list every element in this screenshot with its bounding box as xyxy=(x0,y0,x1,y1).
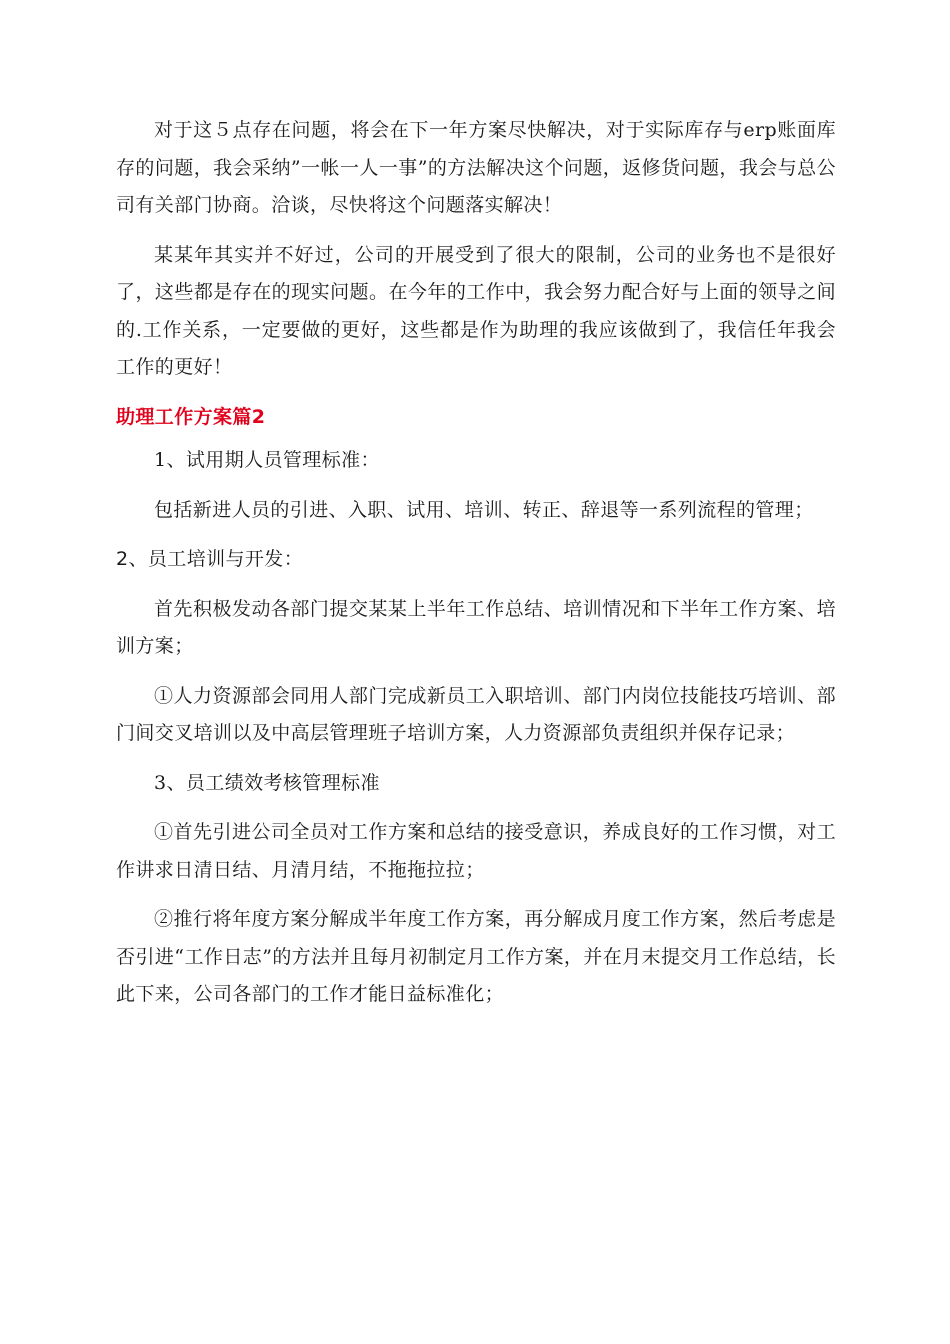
paragraph-training-plan: 首先积极发动各部门提交某某上半年工作总结、培训情况和下半年工作方案、培训方案； xyxy=(116,597,836,657)
item-performance-standard: 3、员工绩效考核管理标准 xyxy=(154,771,380,794)
paragraph-hr-training: ①人力资源部会同用人部门完成新员工入职培训、部门内岗位技能技巧培训、部门间交叉培训以及中高层管理班子培训方案，人力资源部负责组织并保存记录； xyxy=(116,684,836,744)
item-probation-standard: 1、试用期人员管理标准： xyxy=(154,449,380,471)
paragraph-work-habits: ①首先引进公司全员对工作方案和总结的接受意识，养成良好的工作习惯，对工作讲求日清日结、月清月结，不拖拖拉拉； xyxy=(116,821,836,881)
paragraph-plan-breakdown: ②推行将年度方案分解成半年度工作方案，再分解成月度工作方案，然后考虑是否引进“工作日志”的方法并且每月初制定月工作方案，并在月末提交月工作总结，长此下来，公司各部门的工作才能日益标准化； xyxy=(116,908,836,1005)
paragraph-inventory-issues: 对于这５点存在问题，将会在下一年方案尽快解决，对于实际库存与erp账面库存的问题，我会采纳”一帐一人一事”的方法解决这个问题，返修货问题，我会与总公司有关部门协商。洽谈，尽快将这个问题落实解决！ xyxy=(116,119,836,216)
paragraph-probation-detail: 包括新进人员的引进、入职、试用、培训、转正、辞退等一系列流程的管理； xyxy=(154,498,814,521)
document-page xyxy=(116,112,836,1026)
section-heading: 助理工作方案篇2 xyxy=(116,405,266,428)
paragraph-year-review: 某某年其实并不好过，公司的开展受到了很大的限制，公司的业务也不是很好了，这些都是存在的现实问题。在今年的工作中，我会努力配合好与上面的领导之间的.工作关系，一定要做的更好，这些都是作为助理的我应该做到了，我信任年我会工作的更好！ xyxy=(116,243,836,378)
item-training-development: 2、员工培训与开发： xyxy=(116,548,304,570)
